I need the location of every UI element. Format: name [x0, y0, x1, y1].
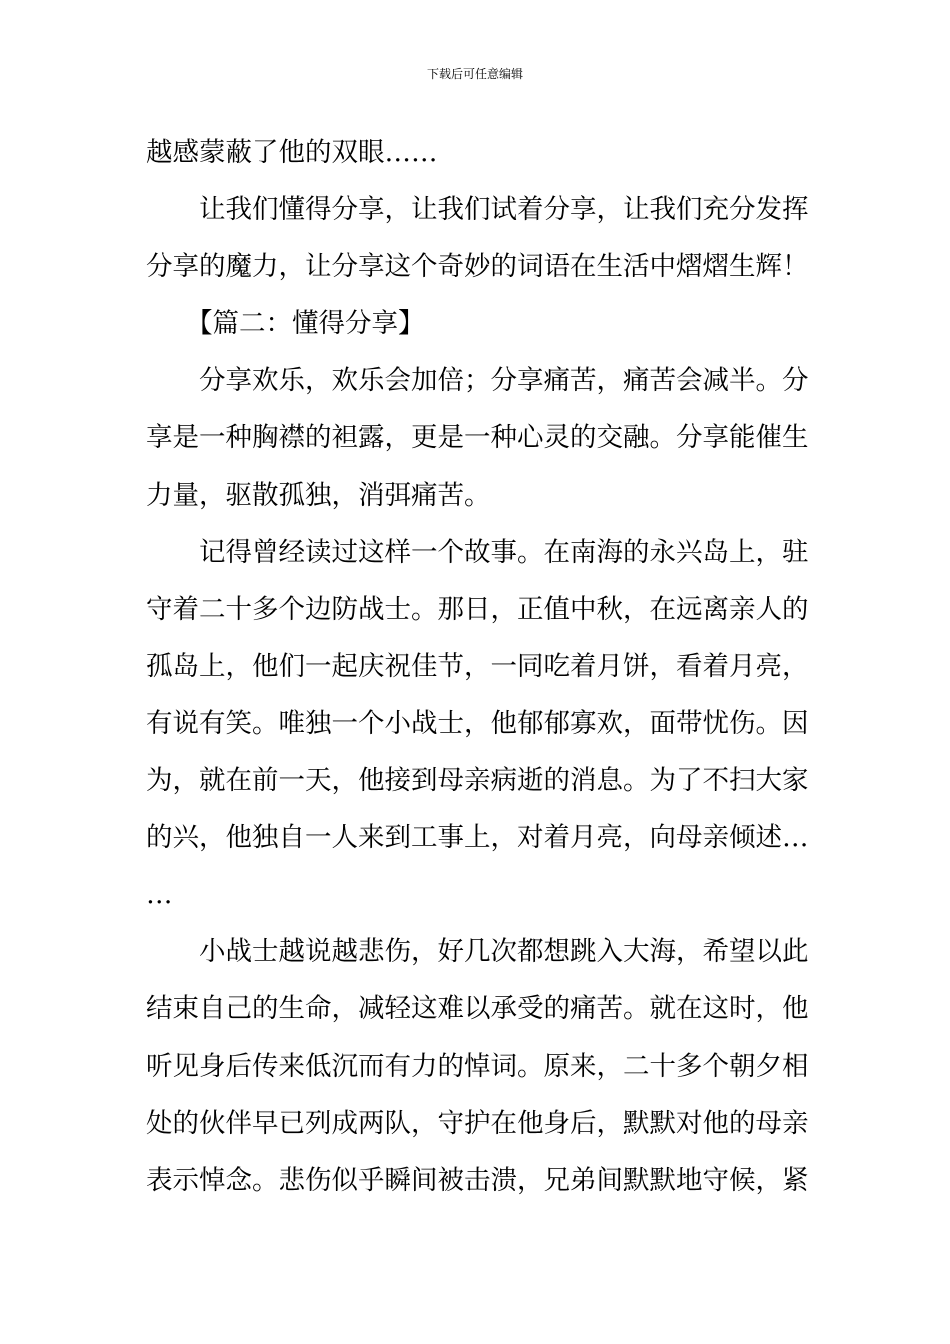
text-line: 表示悼念。悲伤似乎瞬间被击溃，兄弟间默默地守候，紧	[146, 1164, 809, 1196]
text-line: 孤岛上，他们一起庆祝佳节，一同吃着月饼，看着月亮，	[146, 650, 809, 682]
text-line: 享是一种胸襟的袒露，更是一种心灵的交融。分享能催生	[146, 422, 809, 454]
text-line: 分享的魔力，让分享这个奇妙的词语在生活中熠熠生辉！	[146, 251, 809, 283]
paragraph-first-line: 记得曾经读过这样一个故事。在南海的永兴岛上，驻	[199, 536, 809, 568]
paragraph-first-line: 让我们懂得分享，让我们试着分享，让我们充分发挥	[199, 194, 809, 226]
page-header: 下载后可任意编辑	[426, 67, 523, 81]
essay-body	[146, 124, 809, 1209]
text-line: 越感蒙蔽了他的双眼……	[146, 137, 438, 168]
text-line: …	[146, 879, 173, 911]
paragraph-first-line: 分享欢乐，欢乐会加倍；分享痛苦，痛苦会减半。分	[199, 365, 809, 397]
text-line: 有说有笑。唯独一个小战士，他郁郁寡欢，面带忧伤。因	[146, 707, 809, 739]
text-line: 听见身后传来低沉而有力的悼词。原来，二十多个朝夕相	[146, 1050, 809, 1082]
section-heading: 【篇二：懂得分享】	[186, 308, 425, 340]
text-line: 结束自己的生命，减轻这难以承受的痛苦。就在这时，他	[146, 993, 809, 1025]
text-line: 处的伙伴早已列成两队，守护在他身后，默默对他的母亲	[146, 1107, 809, 1139]
text-line: 守着二十多个边防战士。那日，正值中秋，在远离亲人的	[146, 593, 809, 625]
text-line: 力量，驱散孤独，消弭痛苦。	[146, 479, 491, 511]
paragraph-first-line: 小战士越说越悲伤，好几次都想跳入大海，希望以此	[199, 936, 809, 968]
text-line: 为，就在前一天，他接到母亲病逝的消息。为了不扫大家	[146, 765, 809, 797]
text-line: 的兴，他独自一人来到工事上，对着月亮，向母亲倾述…	[146, 822, 809, 854]
